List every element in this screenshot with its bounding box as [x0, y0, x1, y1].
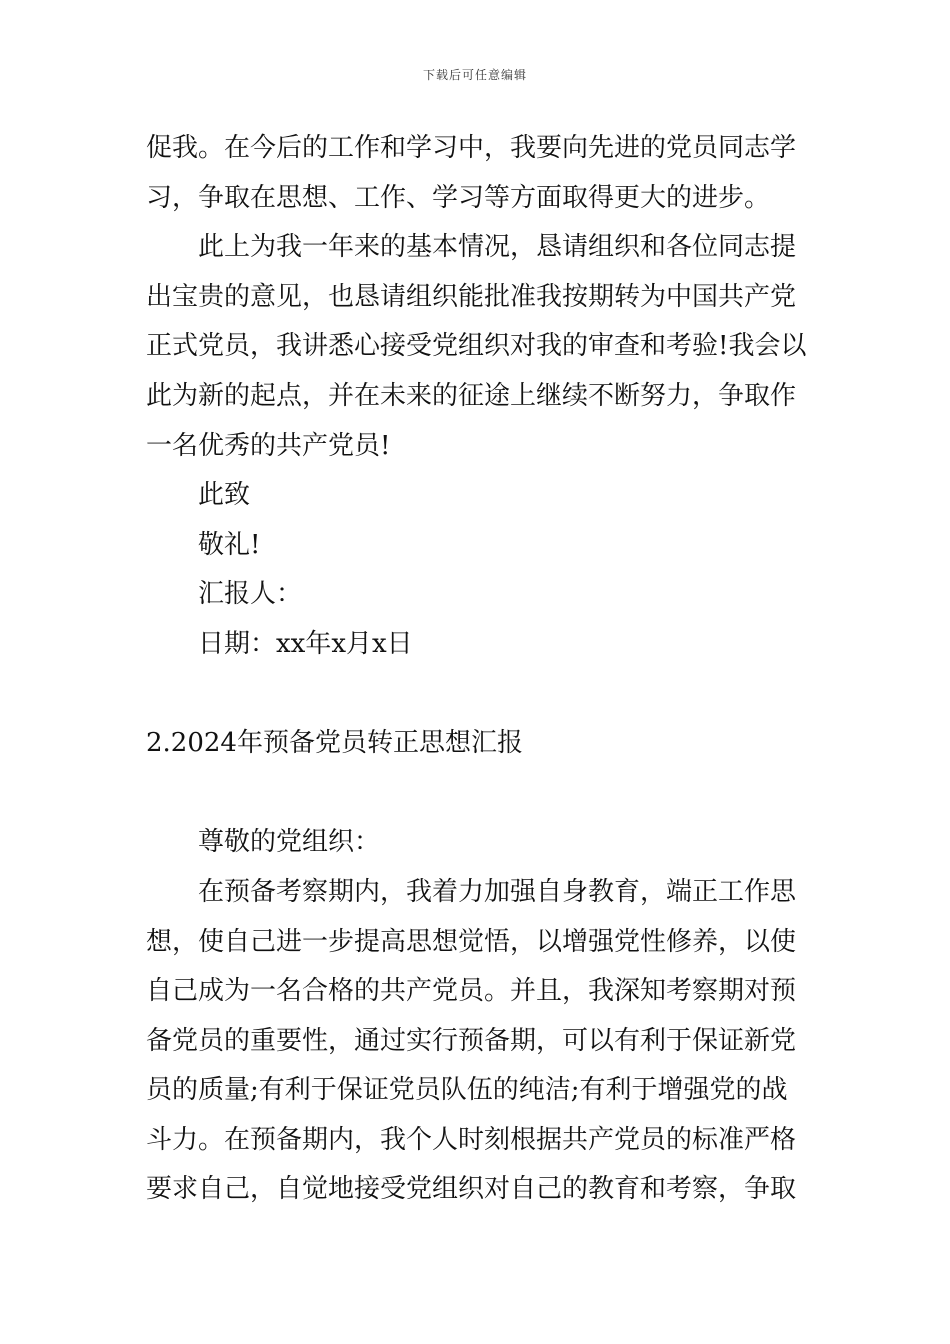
text-line: 想，使自己进一步提高思想觉悟，以增强党性修养，以使: [146, 926, 797, 957]
text-line: 尊敬的党组织：: [198, 827, 381, 858]
text-line: 自己成为一名合格的共产党员。并且，我深知考察期对预: [146, 976, 797, 1007]
text-line: 出宝贵的意见，也恳请组织能批准我按期转为中国共产党: [146, 281, 797, 312]
text-line: 促我。在今后的工作和学习中，我要向先进的党员同志学: [146, 133, 797, 163]
text-line: 汇报人：: [198, 579, 303, 610]
text-line: 此上为我一年来的基本情况，恳请组织和各位同志提: [198, 232, 797, 263]
blank-line: [146, 769, 808, 819]
text-line: 此致: [198, 480, 251, 511]
blank-line: [146, 670, 808, 720]
text-line: 此为新的起点，并在未来的征途上继续不断努力，争取作: [146, 380, 797, 411]
page-header: 下载后可任意编辑: [422, 68, 527, 82]
text-line: 习，争取在思想、工作、学习等方面取得更大的进步。: [146, 182, 771, 213]
document-body: [146, 124, 808, 1215]
text-line: 在预备考察期内，我着力加强自身教育，端正工作思: [198, 876, 797, 907]
text-line: 敬礼!: [198, 529, 261, 560]
text-line: 要求自己，自觉地接受党组织对自己的教育和考察，争取: [146, 1174, 797, 1205]
text-line: 备党员的重要性，通过实行预备期，可以有利于保证新党: [146, 1025, 797, 1056]
text-line: 日期：xx年x月x日: [198, 628, 413, 659]
text-line: 2.2024年预备党员转正思想汇报: [146, 728, 523, 759]
text-line: 员的质量;有利于保证党员队伍的纯洁;有利于增强党的战: [146, 1075, 788, 1106]
text-line: 正式党员，我讲悉心接受党组织对我的审查和考验!我会以: [146, 331, 807, 362]
text-line: 斗力。在预备期内，我个人时刻根据共产党员的标准严格: [146, 1124, 797, 1155]
text-line: 一名优秀的共产党员!: [146, 430, 391, 461]
